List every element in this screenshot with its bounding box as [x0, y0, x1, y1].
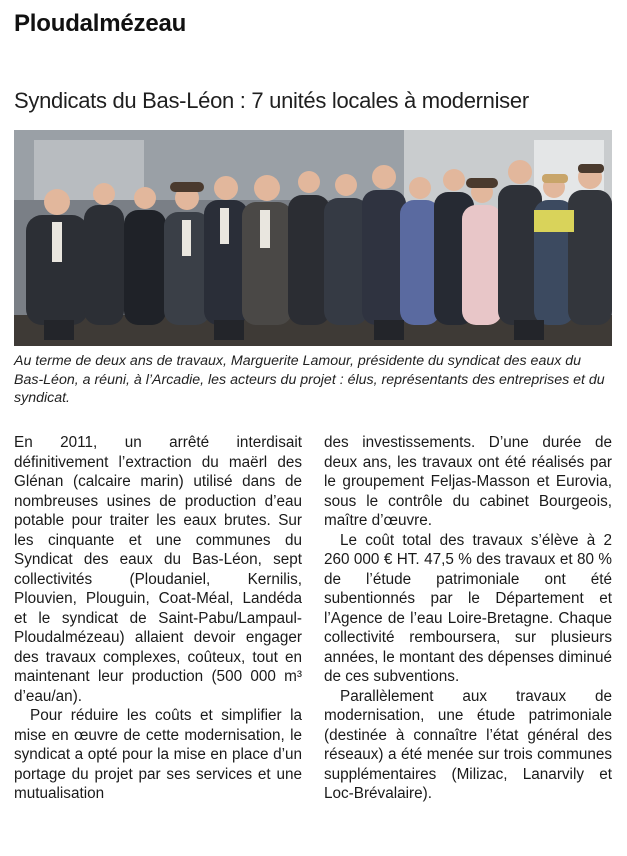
article-paragraph: Parallèlement aux travaux de modernisation, une étude patrimoniale (destinée à connaître l’état général des réseaux) a été menée sur trois communes supplémentaires (Milizac, Lanarvily et Loc-Brévalaire).	[324, 687, 612, 802]
group-photo-illustration	[14, 130, 612, 346]
article-paragraph: des investissements. D’une durée de deux ans, les travaux ont été réalisés par le groupement Feljas-Masson et Eurovia, sous le contrôle du cabinet Bourgeois, maître d’œuvre.	[324, 434, 612, 529]
article-column-right	[324, 433, 612, 804]
group-photo	[14, 130, 612, 346]
article-paragraph: Le coût total des travaux s’élève à 2 260 000 € HT. 47,5 % des travaux et 80 % de l’étude patrimoniale ont été subentionnés par le Département et l’Agence de l’eau Loire-Bretagne. Chaque collectivité remboursera, sur plusieurs années, le montant des dépenses diminué de ces subventions.	[324, 531, 612, 685]
article-headline: Syndicats du Bas-Léon : 7 unités locales à moderniser	[14, 88, 529, 113]
article-column-left	[14, 433, 302, 804]
article-paragraph: Pour réduire les coûts et simplifier la mise en œuvre de cette modernisation, le syndicat a opté pour la mise en place d’un portage du projet par ses services et une mutualisation	[14, 707, 302, 802]
photo-caption: Au terme de deux ans de travaux, Marguerite Lamour, présidente du syndicat des eaux du Bas-Léon, a réuni, à l’Arcadie, les acteurs du projet : élus, représentants des entreprises et du syndicat.	[14, 353, 605, 406]
section-title: Ploudalmézeau	[14, 10, 187, 37]
article-paragraph: En 2011, un arrêté interdisait définitivement l’extraction du maërl des Glénan (calcaire marin) utilisé dans de nombreuses usines de production d’eau potable pour traiter les eaux brutes. Sur les cinquante et une communes du Syndicat des eaux du Bas-Léon, sept collectivités (Ploudaniel, Kernilis, Plouvien, Plouguin, Coat-Méal, Landéda et le syndicat de Saint-Pabu/Lampaul-Ploudalmézeau) allaient devoir engager des travaux complexes, coûteux, tout en maintenant leur production (500 000 m³ d’eau/an).	[14, 434, 302, 705]
